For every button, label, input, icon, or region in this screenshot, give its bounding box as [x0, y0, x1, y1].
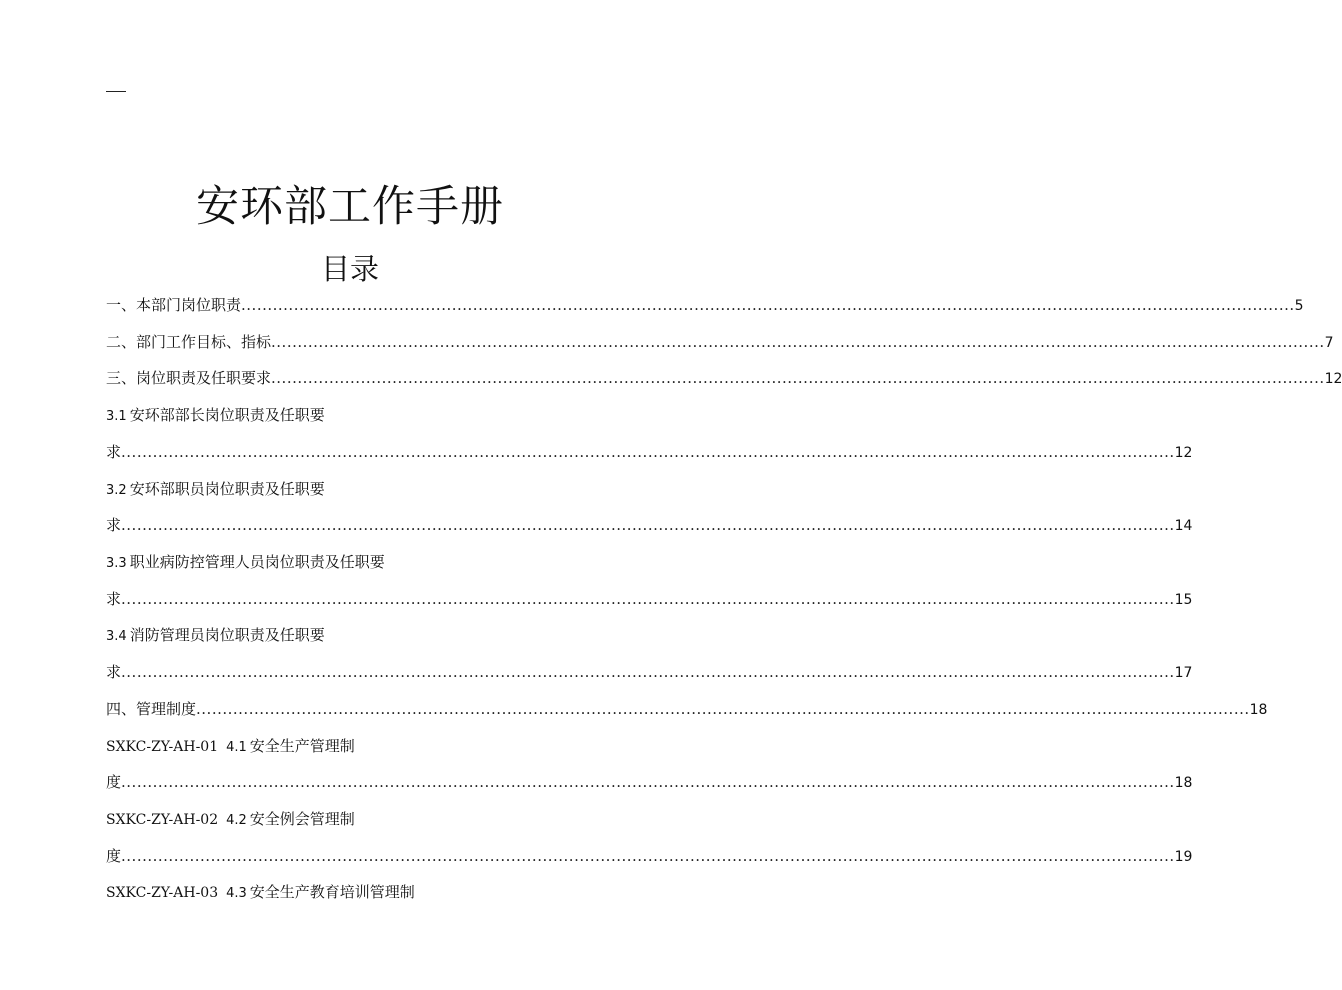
toc-page-number: 15	[1174, 592, 1193, 608]
toc-page-number: 19	[1174, 849, 1193, 865]
toc-page-number: 12	[1324, 371, 1342, 387]
toc-leader-dots: ........................................................................................................................................................................................................	[271, 369, 1325, 387]
toc-entry-text: 安全生产管理制	[249, 737, 355, 755]
toc-entry-continuation[interactable]	[106, 661, 1193, 684]
toc-entry-text: 安环部部长岗位职责及任职要	[129, 406, 325, 424]
toc-entry[interactable]	[106, 551, 385, 575]
toc-heading: 目录	[320, 252, 379, 286]
toc-page-number: 5	[1294, 298, 1304, 314]
toc-entry[interactable]	[106, 808, 355, 832]
header-dash	[106, 91, 126, 92]
toc-entry-continuation[interactable]	[106, 588, 1193, 611]
toc-entry-code: SXKC-ZY-AH-02	[106, 812, 219, 828]
toc-entry[interactable]	[106, 624, 325, 648]
toc-entry[interactable]	[106, 331, 1334, 354]
toc-entry[interactable]	[106, 735, 355, 759]
toc-leader-dots: ........................................................................................................................................................................................................	[121, 773, 1175, 791]
toc-entry-text-cont: 求	[106, 590, 122, 608]
toc-entry-text: 二、部门工作目标、指标	[106, 333, 272, 351]
toc-entry-text: 安全生产教育培训管理制	[249, 883, 415, 901]
toc-leader-dots: ........................................................................................................................................................................................................	[121, 516, 1175, 534]
toc-page-number: 7	[1324, 335, 1334, 351]
toc-entry[interactable]	[106, 881, 415, 905]
toc-entry-text: 三、岗位职责及任职要求	[106, 369, 272, 387]
toc-entry-number: 3.3	[106, 556, 127, 571]
document-title: 安环部工作手册	[196, 182, 504, 232]
toc-entry-text-cont: 求	[106, 516, 122, 534]
toc-entry[interactable]	[106, 367, 1342, 390]
toc-page-number: 12	[1174, 445, 1193, 461]
toc-page-number: 14	[1174, 518, 1193, 534]
toc-leader-dots: ........................................................................................................................................................................................................	[121, 847, 1175, 865]
toc-entry-code: SXKC-ZY-AH-03	[106, 885, 219, 901]
toc-entry-number: 4.2	[226, 813, 247, 828]
toc-leader-dots: ........................................................................................................................................................................................................	[196, 700, 1250, 718]
toc-entry-text: 消防管理员岗位职责及任职要	[129, 626, 325, 644]
toc-leader-dots: ........................................................................................................................................................................................................	[241, 296, 1295, 314]
toc-entry-continuation[interactable]	[106, 441, 1193, 464]
toc-page-number: 17	[1174, 665, 1193, 681]
toc-entry-text-cont: 求	[106, 443, 122, 461]
toc-entry-text-cont: 度	[106, 847, 122, 865]
toc-entry-text: 安全例会管理制	[249, 810, 355, 828]
toc-entry-number: 4.3	[226, 886, 247, 901]
toc-leader-dots: ........................................................................................................................................................................................................	[121, 663, 1175, 681]
toc-entry-text-cont: 度	[106, 773, 122, 791]
toc-entry-text-cont: 求	[106, 663, 122, 681]
toc-entry-number: 3.2	[106, 483, 127, 498]
toc-entry[interactable]	[106, 478, 325, 502]
toc-entry-number: 4.1	[226, 740, 247, 755]
toc-leader-dots: ........................................................................................................................................................................................................	[121, 590, 1175, 608]
toc-entry-code: SXKC-ZY-AH-01	[106, 739, 219, 755]
toc-entry[interactable]	[106, 404, 325, 428]
toc-entry-continuation[interactable]	[106, 845, 1193, 868]
toc-entry[interactable]	[106, 698, 1268, 721]
toc-entry-continuation[interactable]	[106, 514, 1193, 537]
toc-entry-text: 四、管理制度	[106, 700, 197, 718]
toc-entry-continuation[interactable]	[106, 771, 1193, 794]
toc-entry-number: 3.1	[106, 409, 127, 424]
toc-page-number: 18	[1174, 775, 1193, 791]
toc-leader-dots: ........................................................................................................................................................................................................	[121, 443, 1175, 461]
toc-page-number: 18	[1249, 702, 1268, 718]
toc-entry-text: 职业病防控管理人员岗位职责及任职要	[129, 553, 385, 571]
toc-entry-number: 3.4	[106, 629, 127, 644]
toc-entry-text: 一、本部门岗位职责	[106, 296, 242, 314]
toc-leader-dots: ........................................................................................................................................................................................................	[271, 333, 1325, 351]
toc-entry[interactable]	[106, 294, 1304, 317]
toc-entry-text: 安环部职员岗位职责及任职要	[129, 480, 325, 498]
